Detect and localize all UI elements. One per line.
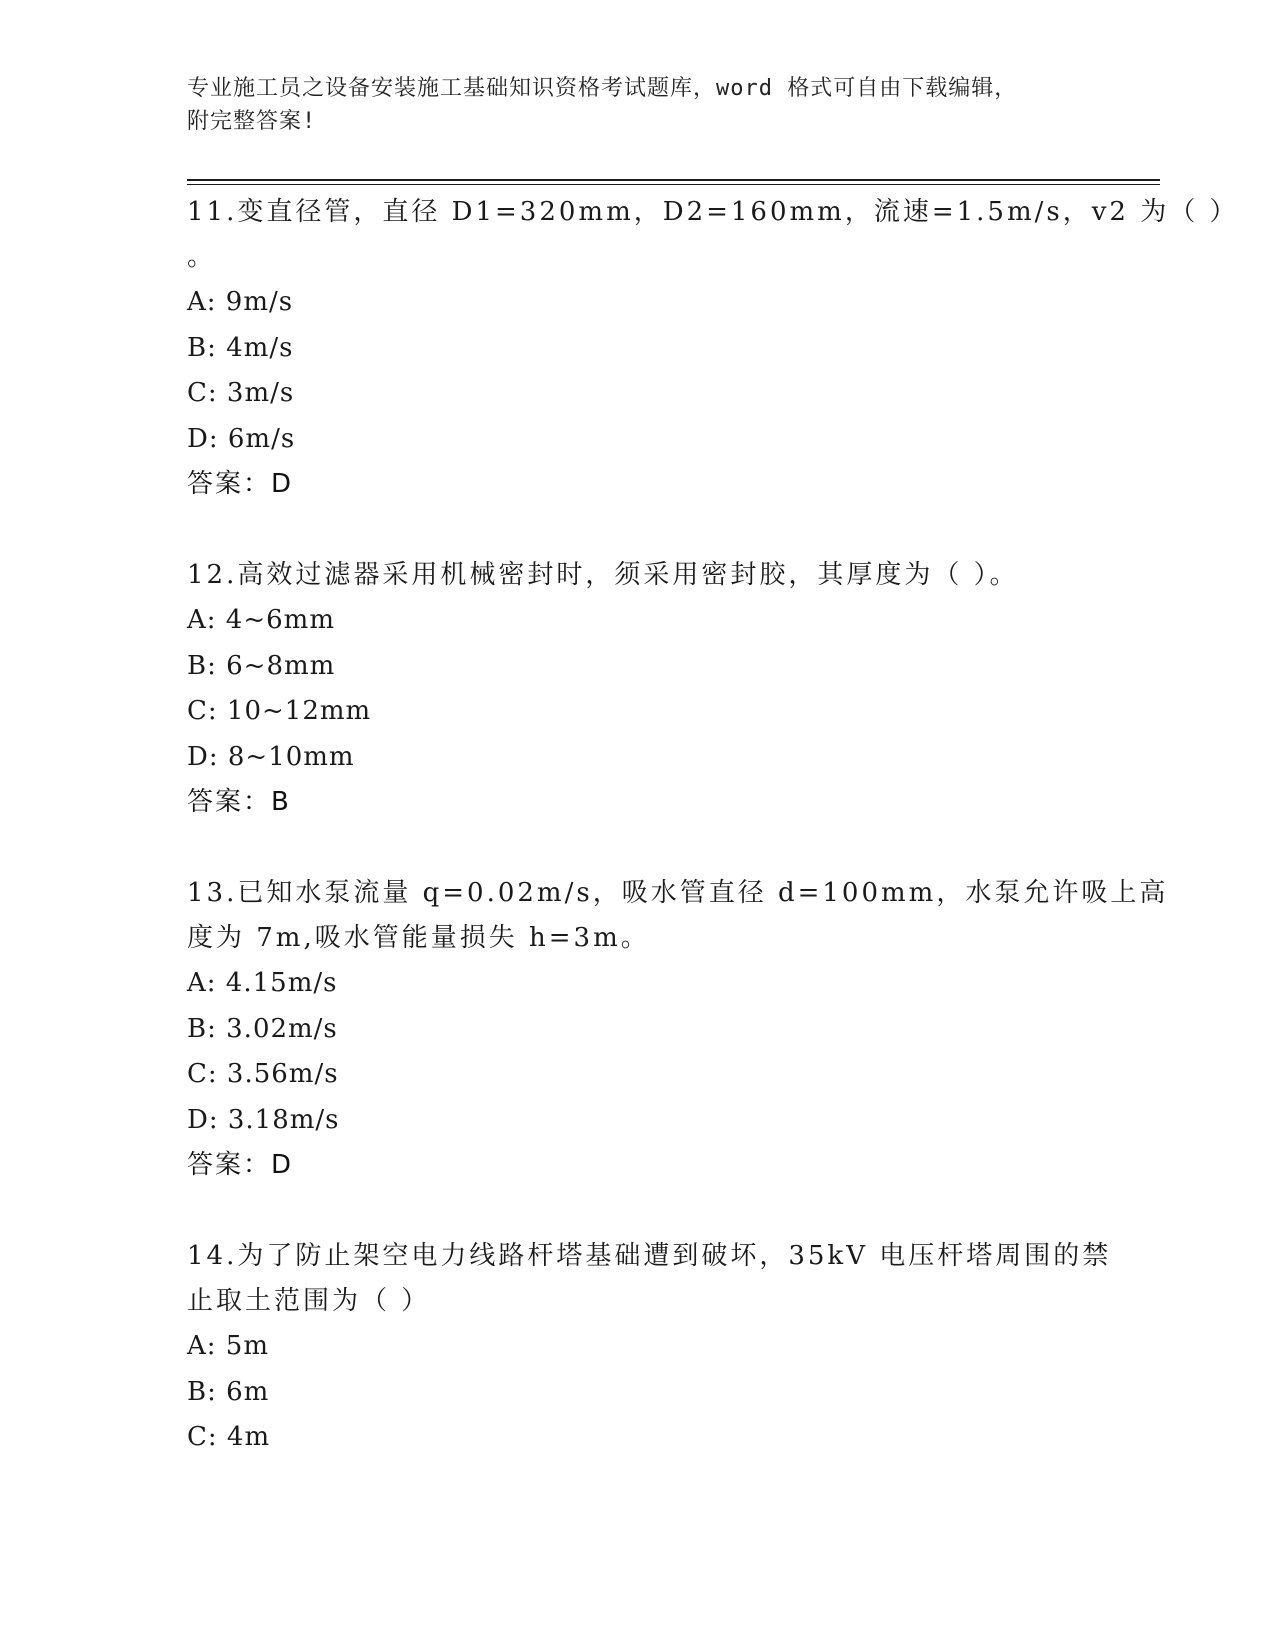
option-c: C: 4m	[187, 1422, 271, 1452]
answer-label: 答案：D	[187, 469, 294, 499]
answer-label: 答案：B	[187, 787, 291, 817]
header-divider-thin	[187, 184, 1160, 185]
question-stem	[187, 1234, 1112, 1324]
stem-line: 止取土范围为（ ）	[187, 1286, 431, 1316]
option-d: D: 6m/s	[187, 423, 296, 454]
header-divider-thick	[187, 179, 1160, 181]
option-d: D: 3.18m/s	[187, 1104, 340, 1135]
question-stem	[187, 190, 1239, 280]
option-d: D: 8~10mm	[187, 741, 355, 772]
question-11	[187, 190, 1239, 507]
question-stem	[187, 871, 1169, 961]
option-b: B: 3.02m/s	[187, 1013, 338, 1044]
option-a: A: 4.15m/s	[187, 968, 338, 998]
document-header	[187, 72, 1087, 138]
option-a: A: 4~6mm	[187, 605, 335, 635]
question-stem	[187, 553, 1087, 598]
question-12	[187, 553, 1087, 825]
header-line-2: 附完整答案!	[187, 109, 317, 134]
header-line-1: 专业施工员之设备安装施工基础知识资格考试题库，word 格式可自由下载编辑，	[187, 76, 1018, 101]
question-14	[187, 1234, 1112, 1461]
stem-line: 12.高效过滤器采用机械密封时，须采用密封胶，其厚度为（ ）。	[187, 560, 1019, 590]
stem-line: 14.为了防止架空电力线路杆塔基础遭到破坏，35kV 电压杆塔周围的禁	[187, 1241, 1112, 1271]
question-13	[187, 871, 1169, 1188]
stem-line: 13.已知水泵流量 q=0.02m/s，吸水管直径 d=100mm，水泵允许吸上高	[187, 878, 1169, 908]
option-b: B: 6m	[187, 1376, 270, 1407]
stem-line: 度为 7m,吸水管能量损失 h=3m。	[187, 923, 650, 953]
option-a: A: 9m/s	[187, 287, 294, 317]
option-b: B: 6~8mm	[187, 650, 336, 681]
option-c: C: 3.56m/s	[187, 1059, 339, 1089]
option-a: A: 5m	[187, 1331, 269, 1361]
stem-line: 。	[187, 242, 217, 272]
option-b: B: 4m/s	[187, 332, 294, 363]
option-c: C: 3m/s	[187, 378, 295, 408]
answer-label: 答案：D	[187, 1150, 294, 1180]
option-c: C: 10~12mm	[187, 696, 372, 726]
stem-line: 11.变直径管，直径 D1=320mm，D2=160mm，流速=1.5m/s，v2 为（ ）	[187, 197, 1239, 227]
question-list	[187, 190, 1239, 1507]
